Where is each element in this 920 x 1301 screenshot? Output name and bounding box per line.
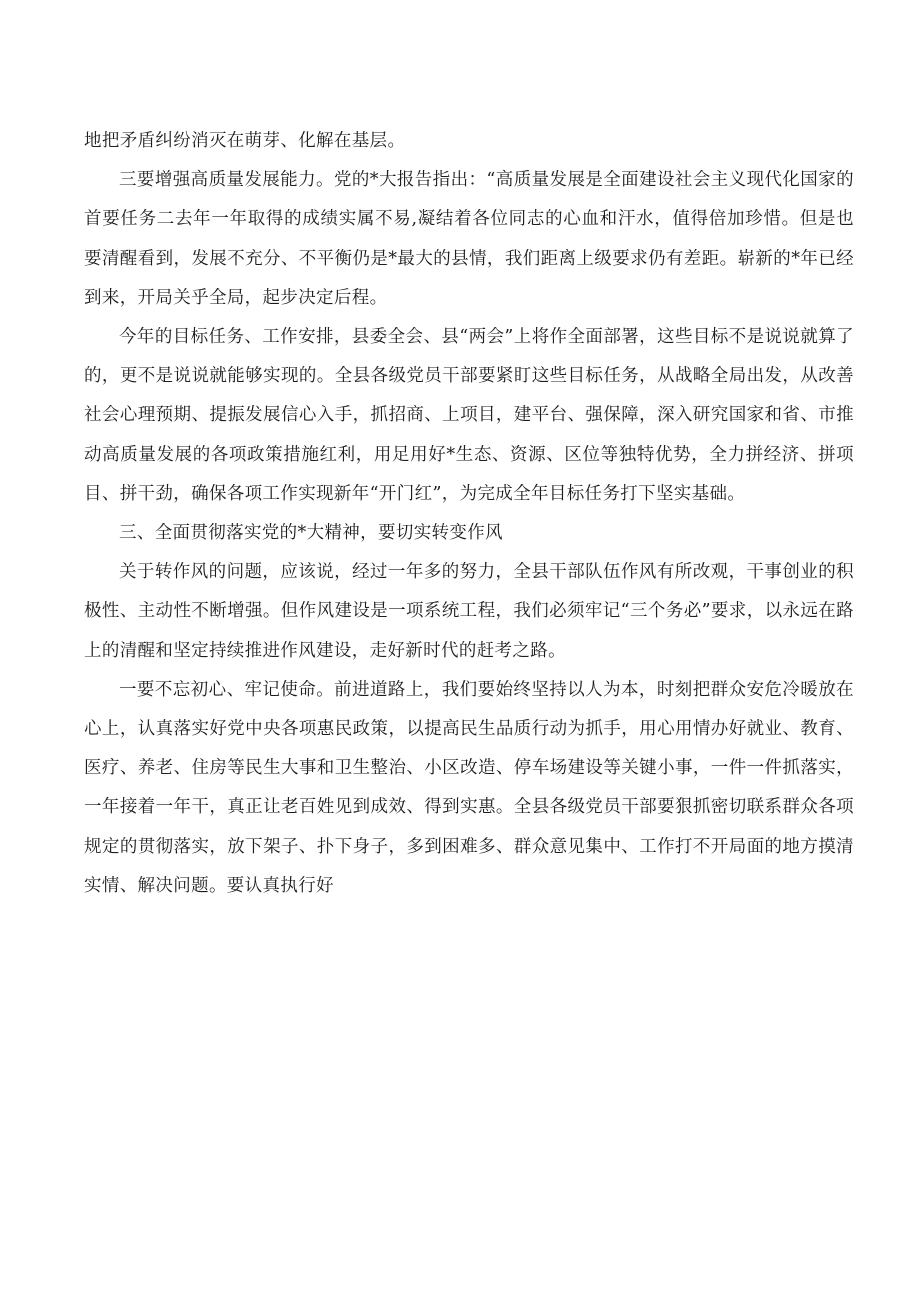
document-body bbox=[84, 122, 854, 906]
paragraph-high-quality-development: 三要增强高质量发展能力。党的*大报告指出：“高质量发展是全面建设社会主义现代化国家的首要任务二去年一年取得的成绩实属不易,凝结着各位同志的心血和汗水，值得倍加珍惜。但是也要清醒看到，发展不充分、不平衡仍是*最大的县情，我们距离上级要求仍有差距。崭新的*年已经到来，开局关乎全局，起步决定后程。 bbox=[84, 170, 854, 308]
paragraph-original-aspiration: 一要不忘初心、牢记使命。前进道路上，我们要始终坚持以人为本，时刻把群众安危冷暖放在心上，认真落实好党中央各项惠民政策，以提高民生品质行动为抓手，用心用情办好就业、教育、医疗、养老、住房等民生大事和卫生整治、小区改造、停车场建设等关键小事，一件一件抓落实，一年接着一年干，真正让老百姓见到成效、得到实惠。全县各级党员干部要狠抓密切联系群众各项规定的贯彻落实，放下架子、扑下身子，多到困难多、群众意见集中、工作打不开局面的地方摸清实情、解决问题。要认真执行好 bbox=[84, 679, 854, 896]
section-heading-work-style: 三、全面贯彻落实党的*大精神，要切实转变作风 bbox=[119, 523, 503, 544]
paragraph-continuation: 地把矛盾纠纷消灭在萌芽、化解在基层。 bbox=[84, 131, 406, 151]
paragraph-annual-targets: 今年的目标任务、工作安排，县委全会、县“两会”上将作全面部署，这些目标不是说说就算了的，更不是说说就能够实现的。全县各级党员干部要紧盯这些目标任务，从战略全局出发，从改善社会心理预期、提振发展信心入手，抓招商、上项目，建平台、强保障，深入研究国家和省、市推动高质量发展的各项政策措施红利，用足用好*生态、资源、区位等独特优势，全力拼经济、拼项目、拼干劲，确保各项工作实现新年“开门红”，为完成全年目标任务打下坚实基础。 bbox=[84, 327, 854, 504]
paragraph-work-style-intro: 关于转作风的问题，应该说，经过一年多的努力，全县干部队伍作风有所改观，干事创业的积极性、主动性不断增强。但作风建设是一项系统工程，我们必须牢记“三个务必”要求，以永远在路上的清醒和坚定持续推进作风建设，走好新时代的赶考之路。 bbox=[84, 562, 854, 661]
